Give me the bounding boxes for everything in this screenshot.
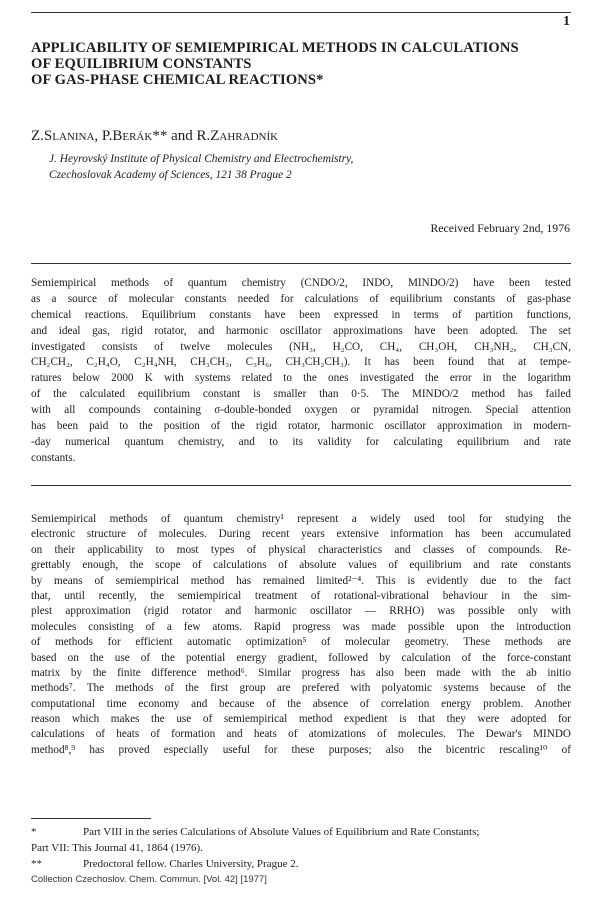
- body-line: electronic structure of molecules. During recent years extensive information has been accumulated: [31, 528, 571, 541]
- body-line: molecules consisting of a few atoms. Rapid progress was made possible upon the introduction: [31, 620, 571, 633]
- body-line: computational time economy and because of the absence of correlation energy problem. Another: [31, 697, 571, 710]
- author-separator: and: [167, 128, 197, 144]
- body-line: that, until recently, the semiempirical treatment of rotational-vibrational behaviour in the sim-: [31, 589, 571, 602]
- author-surname: Zahradník: [210, 128, 279, 144]
- footnote: [31, 824, 576, 840]
- abstract-top-rule: [31, 263, 571, 264]
- body-line: plest approximation (rigid rotator and harmonic oscillator — RRHO) was possible only with: [31, 605, 571, 618]
- footnote: [31, 856, 576, 872]
- header-rule: [31, 12, 571, 13]
- abstract-line: ratures below 2000 K with systems related to the ones investigated the error in the logarithm: [31, 372, 571, 385]
- abstract-line: CH₂CH₂, C₂H₄O, C₂H₄NH, CH₃CH₃, C₃H₆, CH₃CH₂CH₃). It has been found that at tempe-: [31, 356, 571, 369]
- author-initial: R.: [196, 128, 211, 144]
- footnote-text: Part VII: This Journal 41, 1864 (1976).: [31, 842, 203, 854]
- body-line: of methods for efficient automatic optimization⁵ of molecular geometry. These methods are: [31, 636, 571, 649]
- footnote-marker: **: [152, 128, 168, 144]
- footnote-mark: **: [31, 858, 42, 870]
- body-line: Semiempirical methods of quantum chemistry¹ represent a widely used tool for studying the: [31, 513, 571, 525]
- author-initial: P.: [101, 128, 113, 144]
- received-date: Received February 2nd, 1976: [430, 221, 570, 235]
- body-line: on their applicability to most types of physical characteristics and classes of compounds. Re-: [31, 543, 571, 556]
- author-separator: ,: [94, 128, 102, 144]
- footnote-text: Predoctoral fellow. Charles University, Prague 2.: [83, 858, 299, 870]
- abstract-line: as a source of molecular constants needed for calculations of equilibrium constants of gas-phase: [31, 292, 571, 305]
- abstract: [31, 276, 571, 467]
- title-line: OF EQUILIBRIUM CONSTANTS: [31, 55, 252, 72]
- footnote: [31, 840, 576, 856]
- title-line: OF GAS-PHASE CHEMICAL REACTIONS*: [31, 71, 324, 88]
- footnote-text: Part VIII in the series Calculations of Absolute Values of Equilibrium and Rate Constants;: [83, 826, 480, 838]
- author-surname: Berák: [112, 128, 153, 144]
- affiliation: [49, 151, 353, 183]
- footnote-rule: [31, 818, 151, 819]
- abstract-line: constants.: [31, 451, 76, 464]
- body-line: reason which makes the use of semiempirical method expedient is that they were adopted for: [31, 713, 571, 726]
- footnote-mark: *: [31, 826, 37, 838]
- body-line: grettably enough, the scope of calculations of absolute values of equilibrium and rate constants: [31, 559, 571, 572]
- body-line: matrix by the finite difference method⁶. Similar progress has also been made with the ab initio: [31, 666, 571, 679]
- article-title: [31, 41, 576, 88]
- abstract-line: and ideal gas, rigid rotator, and harmonic oscillator approximations have been adopted. The set: [31, 324, 571, 337]
- body-text: [31, 512, 571, 758]
- affiliation-line: Czechoslovak Academy of Sciences, 121 38 Prague 2: [49, 169, 292, 181]
- author-surname: Slanina: [43, 128, 95, 144]
- body-line: calculations of heats of formation and heats of atomizations of molecules. The Dewar's MINDO: [31, 728, 571, 741]
- abstract-line: has been paid to the position of the rigid rotator, harmonic oscillator approximation in modern-: [31, 420, 571, 433]
- journal-footer: Collection Czechoslov. Chem. Commun. [Vol. 42] [1977]: [31, 874, 267, 885]
- body-line: by means of semiempirical method has remained limited²⁻⁴. This is evidently due to the fact: [31, 574, 571, 587]
- body-line: method⁸,⁹ has proved especially useful for these purposes; also the bicentric rescaling¹⁰ of: [31, 743, 571, 756]
- body-line: based on the use of the potential energy gradient, followed by calculation of the force-constant: [31, 651, 571, 664]
- abstract-line: with all compounds containing σ-double-bonded oxygen or pyramidal nitrogen. Special attention: [31, 404, 571, 417]
- abstract-line: investigated consists of twelve molecules (NH₃, H₂CO, CH₄, CH₃OH, CH₃NH₂, CH₃CN,: [31, 340, 571, 353]
- body-line: methods⁷. The methods of the first group are prefered with polyatomic systems because of the: [31, 682, 571, 695]
- abstract-line: of the calculated equilibrium constant is smaller than 0·5. The MINDO/2 method has failed: [31, 388, 571, 401]
- footnotes: [31, 824, 576, 872]
- affiliation-line: J. Heyrovský Institute of Physical Chemistry and Electrochemistry,: [49, 153, 354, 165]
- abstract-line: Semiempirical methods of quantum chemistry (CNDO/2, INDO, MINDO/2) have been tested: [31, 277, 571, 289]
- abstract-line: chemical reactions. Equilibrium constants have been expressed in terms of partition functions,: [31, 308, 571, 321]
- title-line: APPLICABILITY OF SEMIEMPIRICAL METHODS IN CALCULATIONS: [31, 40, 519, 56]
- author-initial: Z.: [31, 128, 44, 144]
- page-number: 1: [563, 14, 570, 29]
- abstract-bottom-rule: [31, 485, 571, 486]
- author-list: [31, 128, 278, 145]
- abstract-line: -day numerical quantum chemistry, and to its validity for calculating equilibrium and rate: [31, 435, 571, 448]
